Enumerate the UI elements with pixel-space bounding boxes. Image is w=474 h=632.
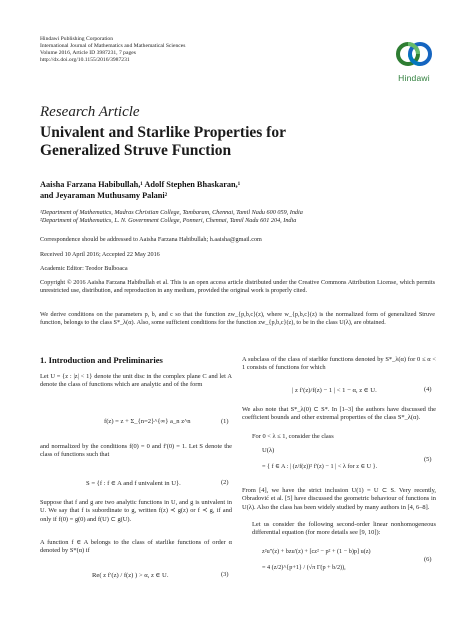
equation-3-number: (3) — [221, 571, 229, 578]
abstract: We derive conditions on the parameters p, b, and c so that the function zw_{p,b,c}(z), where w_{p,b,c}(z) is the normalized form of generalized Struve function, belongs to the class S*_λ(α). Also, some sufficient conditions for the function zw_{p,b,c}(z), to be in the class U(λ), are obtained. — [40, 311, 435, 327]
equation-1: f(z) = z + Σ_{n=2}^{∞} a_n z^n — [104, 418, 191, 425]
equation-2: S = {f : f ∈ A and f univalent in U}. — [86, 480, 181, 487]
authors-line-1: Aaisha Farzana Habibullah,¹ Adolf Stephen Bhaskaran,¹ — [40, 180, 241, 189]
doi-link[interactable]: http://dx.doi.org/10.1155/2016/3987231 — [40, 57, 130, 63]
equation-4: | z f′(z)/f(z) − 1 | < 1 − α, z ∈ U. — [292, 387, 377, 394]
equation-1-number: (1) — [221, 418, 229, 425]
paragraph-consider-class: For 0 < λ ≤ 1, consider the class — [252, 433, 334, 440]
paragraph-unit-disc: Let U = {z : |z| < 1} denote the unit disc in the complex plane C and let A denote the class of functions which are analytic and of the form — [40, 373, 232, 389]
equation-5-number: (5) — [424, 456, 432, 463]
article-title — [40, 124, 340, 160]
equation-5-label: U(λ) — [262, 447, 275, 454]
title-line-2: Generalized Struve Function — [40, 142, 232, 159]
equation-6-line-1: z²u″(z) + bzu′(z) + [cz² − p² + (1 − b)p] u(z) — [262, 548, 371, 555]
hindawi-logo-text: Hindawi — [398, 73, 430, 83]
paragraph-subclass: A subclass of the class of starlike functions denoted by S*_λ(α) for 0 ≤ α < 1 consists of functions for which — [242, 356, 436, 372]
author-list — [40, 179, 440, 201]
paragraph-strict-inclusion: From [4], we have the strict inclusion U(1) = U ⊂ S. Very recently, Obradović et al. [5] have discussed the geometric behaviour of functions in U(λ). Also the class has been widely studied by many authors in [4, 6–8]. — [242, 487, 436, 511]
volume-info: Volume 2016, Article ID 3987231, 7 pages — [40, 50, 136, 56]
equation-6-number: (6) — [424, 556, 432, 563]
journal-name: International Journal of Mathematics and Mathematical Sciences — [40, 43, 186, 49]
equation-2-number: (2) — [221, 479, 229, 486]
copyright-notice: Copyright © 2016 Aaisha Farzana Habibullah et al. This is an open access article distributed under the Creative Commons Attribution License, which permits unrestricted use, distribution, and reproduction in any medium, provided the original work is properly cited. — [40, 279, 435, 295]
equation-5: = { f ∈ A : | (z/f(z))² f′(z) − 1 | < λ for z ∈ U }. — [262, 463, 378, 470]
article-type: Research Article — [40, 104, 140, 120]
journal-header — [40, 36, 185, 64]
paragraph-starlike: A function f ∈ A belongs to the class of starlike functions of order α denoted by S*(α) if — [40, 539, 232, 555]
equation-3: Re( z f′(z) / f(z) ) > α, z ∈ U. — [92, 572, 169, 579]
academic-editor: Academic Editor: Teodor Bulboaca — [40, 265, 128, 272]
paragraph-differential-equation: Let us consider the following second-order linear nonhomogeneous differential equation (for more details see [9, 10]): — [252, 521, 436, 537]
equation-6-line-2: = 4 (z/2)^{p+1} / (√π Γ(p + b/2)), — [262, 564, 346, 571]
section-heading: 1. Introduction and Preliminaries — [40, 355, 163, 365]
affiliation-1: ¹Department of Mathematics, Madras Christian College, Tambaram, Chennai, Tamil Nadu 600 059, India — [40, 209, 303, 216]
paragraph-inclusion: We also note that S*_λ(0) ⊂ S*. In [1–3] the authors have discussed the coefficient bounds and other extremal properties of the class S*_λ(α). — [242, 406, 436, 422]
correspondence: Correspondence should be addressed to Aaisha Farzana Habibullah; h.aaisha@gmail.com — [40, 236, 262, 243]
title-line-1: Univalent and Starlike Properties for — [40, 124, 286, 141]
paragraph-normalized: and normalized by the conditions f(0) = 0 and f′(0) = 1. Let S denote the class of functions such that — [40, 443, 232, 459]
equation-4-number: (4) — [424, 386, 432, 393]
received-accepted-dates: Received 10 April 2016; Accepted 22 May 2016 — [40, 251, 160, 258]
paragraph-subordination: Suppose that f and g are two analytic functions in U, and g is univalent in U. We say that f is subordinate to g, written f(z) ≺ g(z) or f ≺ g, if and only if f(0) = g(0) and f(U) ⊂ g(U). — [40, 499, 232, 523]
affiliations — [40, 209, 440, 225]
publisher-name: Hindawi Publishing Corporation — [40, 36, 114, 42]
affiliation-2: ²Department of Mathematics, L. N. Government College, Ponneri, Chennai, Tamil Nadu 601 204, India — [40, 217, 297, 225]
authors-line-2: and Jeyaraman Muthusamy Palani² — [40, 191, 168, 200]
